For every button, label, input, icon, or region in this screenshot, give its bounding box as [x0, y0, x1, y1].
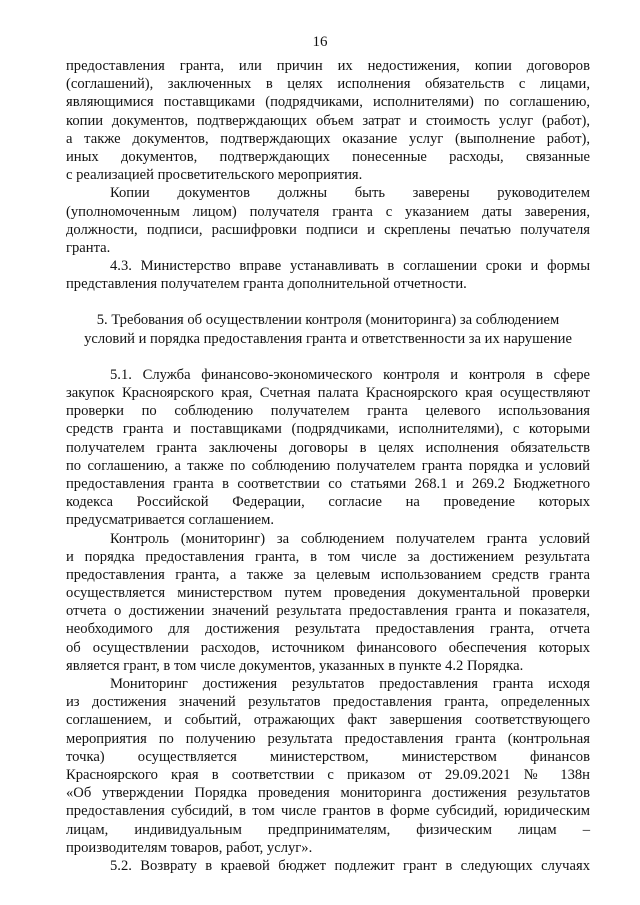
text-line: копии документов, подтверждающих объем затрат и стоимость услуг (работ), — [66, 112, 590, 129]
page-number: 16 — [312, 34, 328, 50]
text-line: 5.2. Возврату в краевой бюджет подлежит грант в следующих случаях — [110, 857, 590, 874]
paragraph-monitoring — [66, 675, 590, 857]
text-line: лицам, индивидуальным предпринимателям, физическим лицам – — [66, 821, 590, 838]
text-line: Красноярского края в соответствии с приказом от 29.09.2021 № 138н — [66, 766, 590, 783]
text-line: осуществляется министерством путем проведения документальной проверки — [66, 585, 590, 602]
text-line: Копии документов должны быть заверены руководителем — [110, 185, 590, 202]
text-line: мероприятия по получению результата предоставления гранта (контрольная — [66, 730, 590, 747]
heading-line: условий и порядка предоставления гранта и ответственности за их нарушение — [84, 330, 572, 347]
text-line: (уполномоченным лицом) получателя гранта с указанием даты заверения, — [66, 203, 590, 220]
text-line: предусматривается соглашением. — [66, 512, 275, 529]
text-line: необходимого для достижения результата предоставления гранта, отчета — [66, 621, 590, 638]
text-line: гранта. — [66, 239, 111, 256]
text-line: производителям товаров, работ, услуг». — [66, 839, 313, 856]
text-line: предоставления гранта, а также за целевым использованием средств гранта — [66, 566, 590, 583]
text-line: по соглашению, а также по соблюдению получателем гранта порядка и условий — [66, 457, 590, 474]
text-line: из достижения значений результатов предоставления гранта, определенных — [66, 694, 590, 711]
text-line: проверки по соблюдению получателем гранта целевого использования — [66, 403, 590, 420]
paragraph-control — [66, 530, 590, 676]
text-line: предоставления гранта в соответствии со статьями 268.1 и 269.2 Бюджетного — [66, 475, 590, 492]
text-line: получателем гранта заключены договоры в целях исполнения обязательств — [66, 439, 590, 456]
paragraph-5-2 — [66, 857, 590, 875]
text-line: Мониторинг достижения результатов предоставления гранта исходя — [110, 676, 590, 692]
text-line: 4.3. Министерство вправе устанавливать в соглашении сроки и формы — [110, 258, 590, 275]
paragraph-b — [66, 184, 590, 257]
heading-line: 5. Требования об осуществлении контроля (мониторинга) за соблюдением — [96, 312, 560, 329]
section-heading — [66, 311, 590, 347]
text-line: а также документов, подтверждающих оказание услуг (выполнение работ), — [66, 130, 590, 147]
paragraph-a — [66, 57, 590, 184]
text-line: 5.1. Служба финансово-экономического контроля и контроля в сфере — [110, 366, 590, 383]
text-line: с реализацией просветительского мероприятия. — [66, 167, 363, 184]
text-line: и порядка предоставления гранта, в том числе за достижением результата — [66, 548, 590, 565]
text-line: средств гранта и поставщиками (подрядчиками, исполнителями), с которыми — [66, 421, 590, 438]
text-line: Контроль (мониторинг) за соблюдением получателем гранта условий — [110, 530, 590, 547]
text-line: об осуществлении расходов, источником финансового обеспечения которых — [66, 639, 590, 656]
text-line: предоставления субсидий, в том числе грантов в форме субсидий, юридическим — [66, 803, 590, 820]
text-line: точка) осуществляется министерством, министерством финансов — [66, 748, 590, 765]
text-line: иных документов, подтверждающих понесенные расходы, связанные — [66, 148, 590, 165]
text-line: должности, подписи, расшифровки подписи и скреплены печатью получателя — [66, 221, 590, 238]
text-line: соглашением, и событий, отражающих факт завершения соответствующего — [66, 712, 590, 729]
paragraph-4-3 — [66, 257, 590, 293]
text-line: являющимися поставщиками (подрядчиками, исполнителями) по соглашению, — [66, 94, 590, 111]
text-line: отчета о достижении значений результата предоставления гранта и показателя, — [66, 603, 590, 620]
document-body — [66, 57, 590, 875]
paragraph-5-1 — [66, 366, 590, 530]
text-line: закупок Красноярского края, Счетная палата Красноярского края осуществляют — [66, 385, 590, 401]
text-line: (соглашений), заключенных в целях исполнения обязательств с лицами, — [66, 76, 590, 93]
text-line: является грант, в том числе документов, указанных в пункте 4.2 Порядка. — [66, 657, 524, 674]
text-line: кодекса Российской Федерации, согласие на проведение которых — [66, 494, 590, 511]
text-line: представления получателем гранта дополнительной отчетности. — [66, 276, 467, 293]
text-line: «Об утверждении Порядка проведения мониторинга достижения результатов — [66, 785, 590, 802]
text-line: предоставления гранта, или причин их недостижения, копии договоров — [66, 58, 590, 74]
